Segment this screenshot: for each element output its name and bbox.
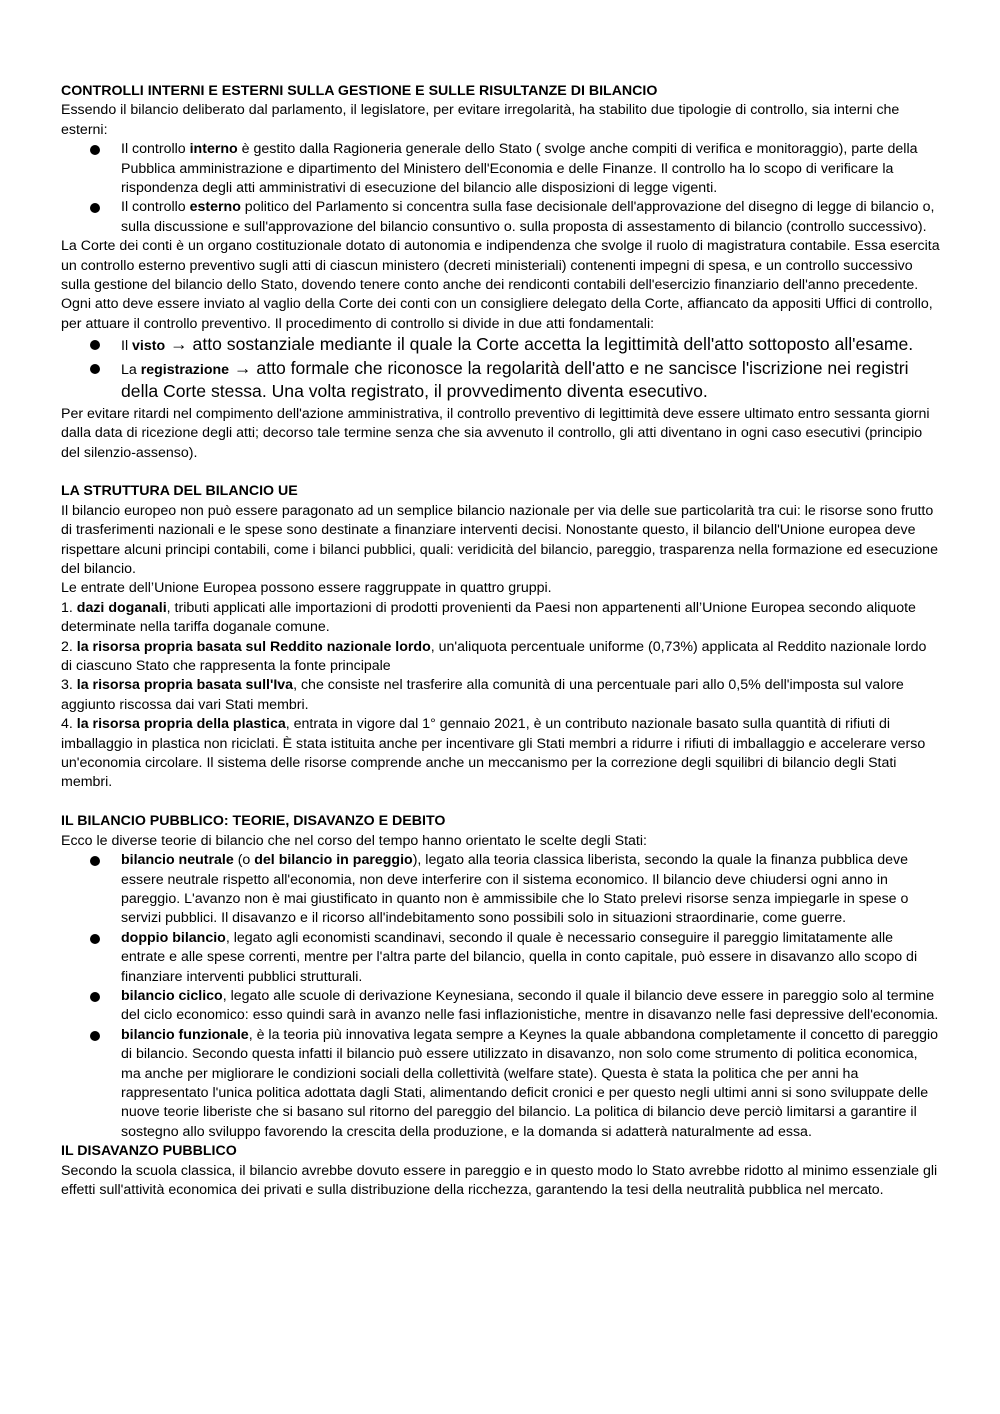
heading-bilancio-pubblico: IL BILANCIO PUBBLICO: TEORIE, DISAVANZO E DEBITO (61, 813, 446, 830)
list-atti-fondamentali (61, 334, 941, 405)
list-teorie (61, 851, 941, 1142)
entrata-plastica: 4. la risorsa propria della plastica, entrata in vigore dal 1° gennaio 2021, è un contributo nazionale basato sulla quantità di rifiuti di imballaggio in plastica non riciclati. È stata istituita anche per incentivare gli Stati membri a ridurre i rifiuti di imballaggio e accelerare verso un'economia circolare. Il sistema delle risorse comprende anche un meccanismo per la correzione degli squilibri di bilancio degli Stati membri. (61, 716, 926, 791)
spacer (61, 793, 941, 812)
list-controlli (61, 140, 941, 237)
paragraph-disavanzo: Secondo la scuola classica, il bilancio avrebbe dovuto essere in pareggio e in questo modo lo Stato avrebbe ridotto al minimo essenziale gli effetti sull'attività economica dei privati e sulla distribuzione della ricchezza, garantendo la tesi della neutralità pubblica nel mercato. (61, 1162, 938, 1198)
list-item-registrazione: La registrazione → atto formale che riconosce la regolarità dell'atto e ne sancisce l'iscrizione nei registri della Corte stessa. Una volta registrato, il provvedimento diventa esecutivo. (121, 358, 941, 405)
arrow-right-icon: → (229, 357, 257, 378)
heading-disavanzo: IL DISAVANZO PUBBLICO (61, 1143, 237, 1160)
heading-controlli: CONTROLLI INTERNI E ESTERNI SULLA GESTIONE E SULLE RISULTANZE DI BILANCIO (61, 83, 658, 99)
paragraph-silenzio-assenso: Per evitare ritardi nel compimento dell'azione amministrativa, il controllo preventivo di legittimità deve essere ultimato entro sessanta giorni dalla data di ricezione degli atti; decorso tale termine senza che sia avvenuto il controllo, gli atti diventano in ogni caso esecutivi (principio del silenzio-assenso). (61, 405, 930, 461)
entrata-rnl: 2. la risorsa propria basata sul Reddito nazionale lordo, un'aliquota percentuale uniforme (0,73%) applicata al Reddito nazionale lordo di ciascuno Stato che rappresenta la fonte principale (61, 638, 927, 675)
paragraph-intro-controlli: Essendo il bilancio deliberato dal parlamento, il legislatore, per evitare irregolarità, ha stabilito due tipologie di controllo, sia interni che esterni: (61, 102, 900, 138)
list-item-visto: Il visto → atto sostanziale mediante il quale la Corte accetta la legittimità dell'atto sottoposto all'esame. (121, 334, 941, 358)
list-item-bilancio-funzionale: bilancio funzionale, è la teoria più innovativa legata sempre a Keynes la quale abbandona completamente il concetto di pareggio di bilancio. Secondo questa infatti il bilancio può essere utilizzato in disavanzo, non solo come strumento di politica economica, ma anche per migliorare le condizioni sociali della collettività (welfare state). Questa è stata la politica che per anni ha rappresentato l'unica politica adottata dagli Stati, alimentando deficit cronici e per questo negli ultimi anni si sono sviluppate delle nuove teorie liberiste che si basano sul ritorno del pareggio del bilancio. La politica di bilancio deve perciò limitarsi a garantire il sostegno allo sviluppo favorendo la crescita della produzione, e la domanda si adatterà naturalmente ad essa. (121, 1026, 941, 1142)
entrata-iva: 3. la risorsa propria basata sull'Iva, che consiste nel trasferire alla comunità di una percentuale pari allo 0,5% dell'imposta sul valore aggiunto riscossa dai vari Stati membri. (61, 677, 904, 713)
paragraph-corte-dei-conti: La Corte dei conti è un organo costituzionale dotato di autonomia e indipendenza che svolge il ruolo di magistratura contabile. Essa esercita un controllo esterno preventivo sugli atti di ciascun ministero (decreti ministeriali) contenenti impegni di spesa, e un controllo successivo sulla gestione del bilancio dello Stato, dovendo tenere conto anche dei rendiconti contabili dell'esercizio finanziario dell'anno precedente. Ogni atto deve essere inviato al vaglio della Corte dei conti con un consigliere delegato della Corte, affiancato da appositi Uffici di controllo, per attuare il controllo preventivo. Il procedimento di controllo si divide in due atti fondamentali: (61, 238, 940, 332)
paragraph-intro-ue: Il bilancio europeo non può essere paragonato ad un semplice bilancio nazionale per via delle sue particolarità tra cui: le risorse sono frutto di trasferimenti nazionali e le spese sono destinate a finanziare interventi decisi. Nonostante questo, il bilancio dell'Unione europea deve rispettare alcuni principi contabili, come i bilanci pubblici, quali: veridicità del bilancio, pareggio, trasparenza nella formazione ed esecuzione del bilancio. (61, 502, 938, 578)
paragraph-intro-teorie: Ecco le diverse teorie di bilancio che nel corso del tempo hanno orientato le scelte degli Stati: (61, 832, 647, 849)
paragraph-gruppi: Le entrate dell’Unione Europea possono essere raggruppate in quattro gruppi. (61, 580, 552, 597)
arrow-right-icon: → (165, 334, 193, 355)
entrata-dazi-doganali: 1. dazi doganali, tributi applicati alle importazioni di prodotti provenienti da Paesi non appartenenti all’Unione Europea secondo aliquote determinate nella tariffa doganale comune. (61, 599, 916, 636)
list-item-doppio-bilancio: doppio bilancio, legato agli economisti scandinavi, secondo il quale è necessario conseguire il pareggio limitatamente alle entrate e alle spese correnti, mentre per l'altra parte del bilancio, quella in conto capitale, può essere in disavanzo allo scopo di finanziare interventi pubblici strutturali. (121, 929, 941, 987)
list-item-controllo-esterno: Il controllo esterno politico del Parlamento si concentra sulla fase decisionale dell'approvazione del disegno di legge di bilancio o, sulla discussione e sull'approvazione del bilancio consuntivo o. sulla proposta di assestamento di bilancio (controllo successivo). (121, 198, 941, 237)
document-page (61, 82, 941, 1200)
list-item-controllo-interno: Il controllo interno è gestito dalla Ragioneria generale dello Stato ( svolge anche compiti di verifica e monitoraggio), parte della Pubblica amministrazione e dipartimento del Ministero dell'Economia e delle Finanze. Il controllo ha lo scopo di verificare la rispondenza degli atti amministrativi di esecuzione del bilancio alle disposizioni di legge vigenti. (121, 140, 941, 198)
spacer (61, 463, 941, 482)
list-item-bilancio-neutrale: bilancio neutrale (o del bilancio in pareggio), legato alla teoria classica liberista, secondo la quale la finanza pubblica deve essere neutrale rispetto all'economia, non deve interferire con il sistema economico. Il bilancio deve chiudersi ogni anno in pareggio. L'avanzo non è mai giustificato in quanto non è ammissibile che lo Stato prelevi risorse senza impiegarle in spese o servizi pubblici. Il disavanzo e il ricorso all'indebitamento sono possibili solo in situazioni straordinarie, come guerre. (121, 851, 941, 929)
heading-bilancio-ue: LA STRUTTURA DEL BILANCIO UE (61, 483, 298, 500)
list-item-bilancio-ciclico: bilancio ciclico, legato alle scuole di derivazione Keynesiana, secondo il quale il bilancio deve essere in pareggio solo al termine del ciclo economico: esso quindi sarà in avanzo nelle fasi inflazionistiche, mentre in disavanzo nelle fasi depressive dell'economia. (121, 987, 941, 1026)
